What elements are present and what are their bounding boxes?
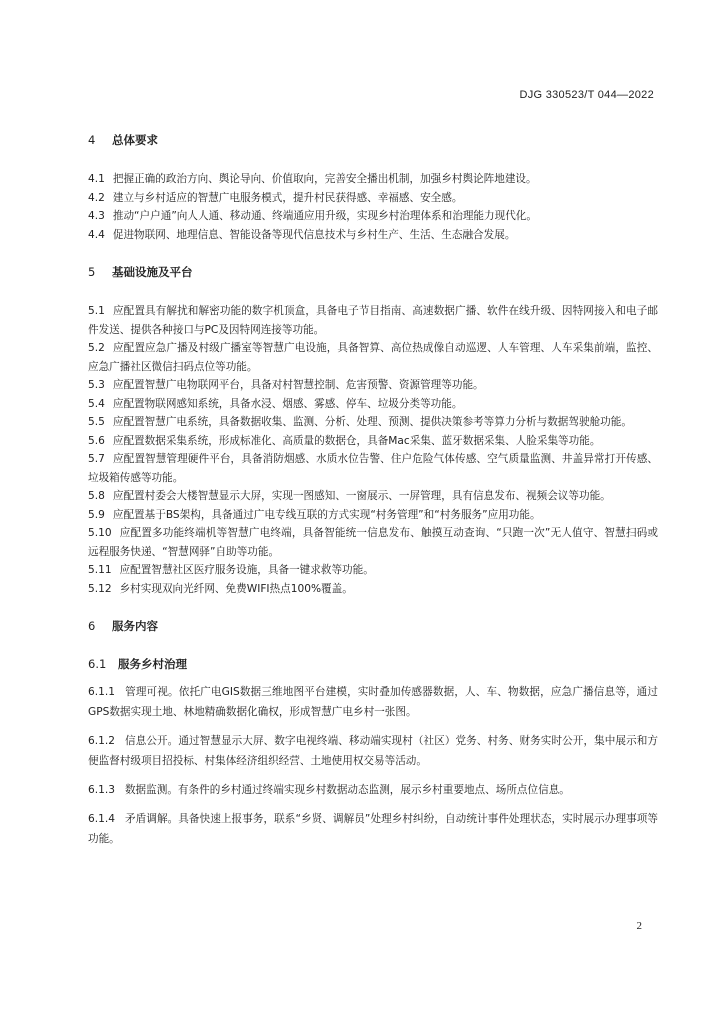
- clause-5-2: 5.2 应配置应急广播及村级广播室等智慧广电设施，具备智算、高位热成像自动巡逻、人车管理、人车采集前端，监控、应急广播社区微信扫码点位等功能。: [88, 342, 658, 373]
- clause-5-11: 5.11 应配置智慧社区医疗服务设施，具备一键求救等功能。: [88, 564, 374, 576]
- clause-5-10: 5.10 应配置多功能终端机等智慧广电终端，具备智能统一信息发布、触摸互动查询、“只跑一次”无人值守、智慧扫码或远程服务快递、“智慧网驿”自助等功能。: [88, 527, 658, 558]
- clause-5-4: 5.4 应配置物联网感知系统，具备水浸、烟感、雾感、停车、垃圾分类等功能。: [88, 397, 463, 410]
- clause-5-3: 5.3 应配置智慧广电物联网平台，具备对村智慧控制、危害预警、资源管理等功能。: [88, 379, 484, 391]
- subsection-number: 6.1: [88, 657, 107, 671]
- subsection-title: 服务乡村治理: [118, 657, 187, 671]
- section-title: 基础设施及平台: [112, 265, 193, 279]
- clause-4-3: 4.3 推动“户户通”向人人通、移动通、终端通应用升级，实现乡村治理体系和治理能力现代化。: [88, 210, 537, 222]
- document-body: [88, 124, 658, 858]
- section-number: 4: [88, 133, 96, 147]
- section-title: 总体要求: [112, 133, 158, 147]
- subsection-heading-6-1: [88, 656, 658, 672]
- clause-4-2: 4.2 建立与乡村适应的智慧广电服务模式，提升村民获得感、幸福感、安全感。: [88, 191, 463, 204]
- section-heading-6: [88, 618, 658, 634]
- clause-5-5: 5.5 应配置智慧广电系统，具备数据收集、监测、分析、处理、预测、提供决策参考等算力分析与数据驾驶舱功能。: [88, 416, 632, 428]
- clause-5-12: 5.12 乡村实现双向光纤网、免费WIFI热点100%覆盖。: [88, 582, 353, 595]
- clause-5-8: 5.8 应配置村委会大楼智慧显示大屏，实现一图感知、一窗展示、一屏管理，具有信息发布、视频会议等功能。: [88, 490, 611, 502]
- clause-6-1-3: 6.1.3 数据监测。有条件的乡村通过终端实现乡村数据动态监测，展示乡村重要地点、场所点位信息。: [88, 784, 570, 796]
- section-number: 5: [88, 265, 96, 279]
- clause-5-1: 5.1 应配置具有解扰和解密功能的数字机顶盒，具备电子节目指南、高速数据广播、软件在线升级、因特网接入和电子邮件发送、提供各种接口与PC及因特网连接等功能。: [88, 305, 658, 336]
- section-heading-5: [88, 264, 658, 280]
- section-number: 6: [88, 619, 96, 633]
- clause-6-1-4: 6.1.4 矛盾调解。具备快速上报事务，联系“乡贤、调解员”处理乡村纠纷，自动统计事件处理状态，实时展示办理事项等功能。: [88, 813, 658, 845]
- clause-4-1: 4.1 把握正确的政治方向、舆论导向、价值取向，完善安全播出机制，加强乡村舆论阵地建设。: [88, 173, 537, 185]
- document-code: DJG 330523/T 044—2022: [519, 89, 654, 101]
- clause-5-9: 5.9 应配置基于BS架构，具备通过广电专线互联的方式实现“村务管理”和“村务服务”应用功能。: [88, 508, 541, 521]
- clause-5-6: 5.6 应配置数据采集系统，形成标准化、高质量的数据仓，具备Mac采集、蓝牙数据采集、人脸采集等功能。: [88, 434, 601, 447]
- section-title: 服务内容: [112, 619, 158, 633]
- clause-5-7: 5.7 应配置智慧管理硬件平台，具备消防烟感、水质水位告警、住户危险气体传感、空气质量监测、井盖异常打开传感、垃圾箱传感等功能。: [88, 453, 658, 484]
- clause-4-4: 4.4 促进物联网、地理信息、智能设备等现代信息技术与乡村生产、生活、生态融合发展。: [88, 228, 516, 241]
- page-number: 2: [636, 920, 642, 932]
- clause-6-1-2: 6.1.2 信息公开。通过智慧显示大屏、数字电视终端、移动端实现村（社区）党务、村务、财务实时公开，集中展示和方便监督村级项目招投标、村集体经济组织经营、土地使用权交易等活动。: [88, 735, 658, 767]
- clause-6-1-1: 6.1.1 管理可视。依托广电GIS数据三维地图平台建模，实时叠加传感器数据，人、车、物数据，应急广播信息等，通过GPS数据实现土地、林地精确数据化确权，形成智慧广电乡村一张图。: [88, 686, 658, 718]
- section-heading-4: [88, 132, 658, 148]
